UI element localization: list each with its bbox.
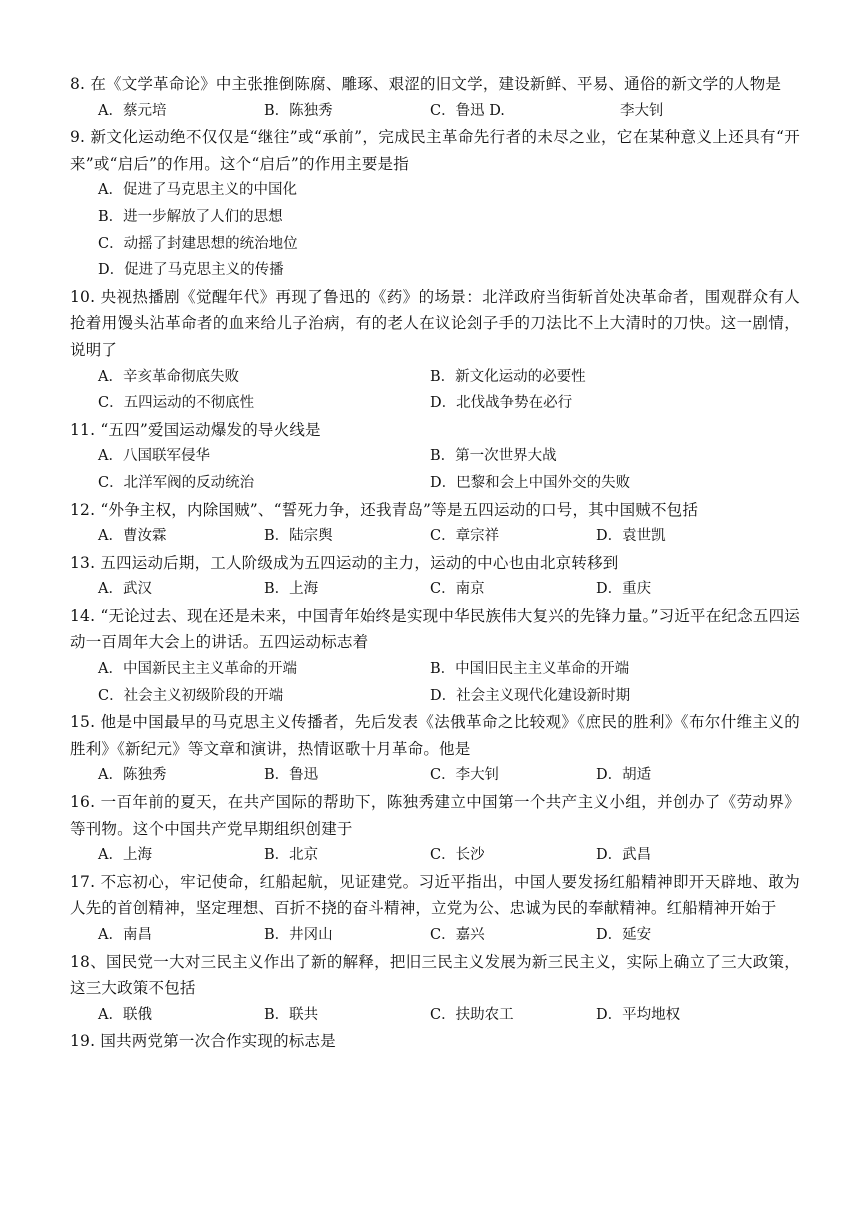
options-row	[70, 576, 800, 603]
question-11	[70, 417, 800, 497]
option-0: A．南昌	[98, 927, 152, 943]
options-row	[70, 762, 800, 789]
question-stem: 15. 他是中国最早的马克思主义传播者，先后发表《法俄革命之比较观》《庶民的胜利》《布尔什维主义的胜利》《新纪元》等文章和演讲，热情讴歌十月革命。他是	[70, 713, 800, 758]
option-3: D．胡适	[596, 767, 652, 784]
question-stem: 17. 不忘初心，牢记使命，红船起航，见证建党。习近平指出，中国人要发扬红船精神即开天辟地、敢为人先的首创精神，坚定理想、百折不挠的奋斗精神，立党为公、忠诚为民的奉献精神。红船精神开始于	[70, 872, 800, 918]
options-row	[70, 257, 800, 284]
options-row	[70, 390, 800, 417]
option-2: C．李大钊	[430, 767, 500, 784]
option-2: C．动摇了封建思想的统治地位	[98, 235, 298, 252]
option-1: B．上海	[264, 581, 319, 598]
option-2: C．章宗祥	[430, 528, 500, 545]
option-1: B．中国旧民主主义革命的开端	[430, 661, 630, 678]
question-9	[70, 124, 800, 284]
option-0: A．陈独秀	[98, 767, 167, 784]
option-0: A．联俄	[98, 1006, 152, 1023]
options-row	[70, 177, 800, 204]
option-0: A．中国新民主主义革命的开端	[98, 661, 297, 678]
option-2: C．北洋军阀的反动统治	[98, 474, 255, 491]
question-8	[70, 71, 800, 124]
option-3: D．袁世凯	[596, 528, 666, 545]
option-0: A．曹汝霖	[98, 528, 167, 545]
question-stem: 14. “无论过去、现在还是未来，中国青年始终是实现中华民族伟大复兴的先锋力量。”习近平在纪念五四运动一百周年大会上的讲话。五四运动标志着	[70, 606, 800, 652]
option-3: D．促进了马克思主义的传播	[98, 262, 284, 279]
option-1: B．陈独秀	[264, 102, 333, 119]
question-19	[70, 1028, 800, 1055]
option-1: B．第一次世界大战	[430, 448, 557, 465]
question-12	[70, 497, 800, 550]
options-row	[70, 683, 800, 710]
options-row	[70, 1002, 800, 1029]
option-3: D．巴黎和会上中国外交的失败	[430, 474, 631, 491]
question-stem: 19. 国共两党第一次合作实现的标志是	[70, 1032, 336, 1051]
options-row	[70, 443, 800, 470]
question-16	[70, 789, 800, 869]
option-3: 李大钊	[620, 102, 664, 119]
question-stem: 12. “外争主权，内除国贼”、“誓死力争，还我青岛”等是五四运动的口号，其中国贼不包括	[70, 500, 699, 519]
option-2: C．鲁迅 D.	[430, 102, 505, 119]
option-0: A．促进了马克思主义的中国化	[98, 182, 297, 199]
option-0: A．八国联军侵华	[98, 448, 210, 465]
option-3: D．社会主义现代化建设新时期	[430, 687, 631, 704]
option-2: C．社会主义初级阶段的开端	[98, 687, 284, 704]
option-1: B．新文化运动的必要性	[430, 368, 586, 385]
options-row	[70, 98, 800, 125]
question-13	[70, 550, 800, 603]
option-2: C．嘉兴	[430, 927, 485, 943]
question-stem: 8. 在《文学革命论》中主张推倒陈腐、雕琢、艰涩的旧文学，建设新鲜、平易、通俗的新文学的人物是	[70, 75, 782, 93]
options-row	[70, 922, 800, 949]
option-0: A．上海	[98, 847, 152, 864]
question-stem: 10. 央视热播剧《觉醒年代》再现了鲁迅的《药》的场景：北洋政府当街斩首处决革命者，围观群众有人抢着用馒头沾革命者的血来给儿子治病，有的老人在议论刽子手的刀法比不上大清时的刀快。这一剧情，说明了	[70, 287, 800, 359]
options-row	[70, 231, 800, 258]
option-1: B．进一步解放了人们的思想	[98, 208, 283, 225]
question-stem: 9. 新文化运动绝不仅仅是“继往”或“承前”，完成民主革命先行者的未尽之业，它在某种意义上还具有“开来”或“启后”的作用。这个“启后”的作用主要是指	[70, 128, 800, 173]
option-2: C．长沙	[430, 847, 485, 864]
option-3: D．平均地权	[596, 1006, 681, 1023]
option-1: B．北京	[264, 847, 319, 864]
option-1: B．井冈山	[264, 927, 333, 943]
options-row	[70, 523, 800, 550]
option-3: D．重庆	[596, 581, 652, 598]
options-row	[70, 842, 800, 869]
option-3: D．武昌	[596, 847, 652, 864]
question-14	[70, 603, 800, 709]
question-18	[70, 949, 800, 1029]
option-2: C．扶助农工	[430, 1006, 514, 1023]
question-stem: 13. 五四运动后期，工人阶级成为五四运动的主力，运动的中心也由北京转移到	[70, 553, 619, 572]
option-0: A．蔡元培	[98, 102, 167, 119]
options-row	[70, 364, 800, 391]
option-3: D．延安	[596, 927, 652, 943]
question-15	[70, 709, 800, 789]
question-list	[70, 71, 800, 1055]
question-stem: 18、国民党一大对三民主义作出了新的解释，把旧三民主义发展为新三民主义，实际上确立了三大政策，这三大政策不包括	[70, 952, 800, 998]
options-row	[70, 656, 800, 683]
option-2: C．五四运动的不彻底性	[98, 395, 255, 412]
option-2: C．南京	[430, 581, 485, 598]
options-row	[70, 470, 800, 497]
question-10	[70, 284, 800, 417]
question-stem: 16. 一百年前的夏天，在共产国际的帮助下，陈独秀建立中国第一个共产主义小组，并创办了《劳动界》等刊物。这个中国共产党早期组织创建于	[70, 793, 800, 838]
options-row	[70, 204, 800, 231]
option-1: B．鲁迅	[264, 767, 319, 784]
question-17	[70, 869, 800, 949]
option-0: A．武汉	[98, 581, 152, 598]
question-stem: 11. “五四”爱国运动爆发的导火线是	[70, 420, 321, 439]
option-1: B．陆宗舆	[264, 528, 333, 545]
option-1: B．联共	[264, 1006, 319, 1023]
option-3: D．北伐战争势在必行	[430, 395, 573, 412]
option-0: A．辛亥革命彻底失败	[98, 368, 239, 385]
